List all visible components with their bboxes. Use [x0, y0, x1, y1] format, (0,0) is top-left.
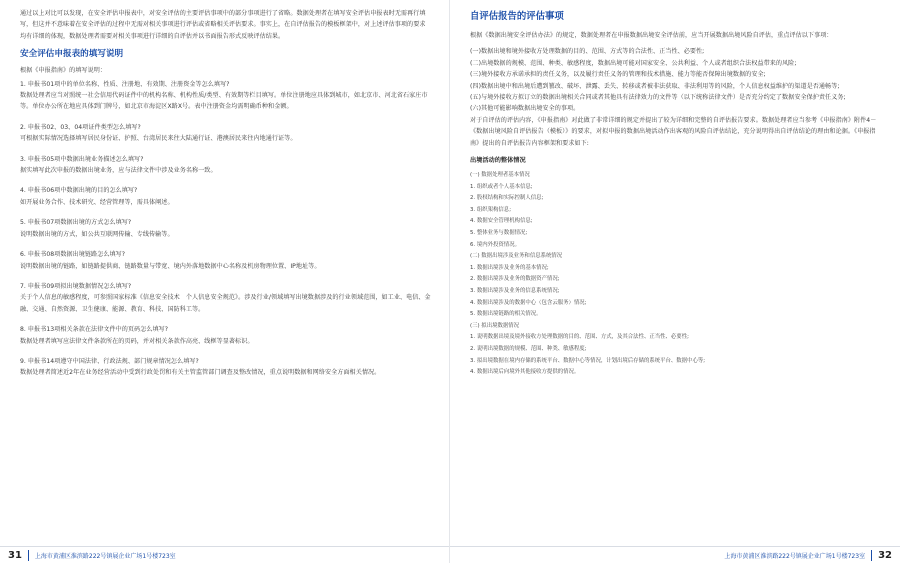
section-point: 4. 数据安全管理机构信息; — [470, 218, 533, 225]
answer: 数据处理者简述近2年在业务经营活动中受到行政处罚和有关主管监管部门调查及整改情况，重点说明数据和网络安全方面相关情况。 — [20, 369, 381, 377]
lead-paragraph: 根据《申报指南》的填写说明： — [20, 67, 107, 75]
section-point: 4. 数据出境后向境外其他接收方提供的情况。 — [470, 369, 580, 376]
footer-address: 上海市黄浦区淮滨路222号镇展企业广场1号楼723室 — [34, 552, 176, 560]
question: 8. 申报书13项相关条款在法律文件中的页码怎么填写? — [20, 326, 169, 334]
page-footer — [450, 546, 900, 563]
answer: 数据处理者应当对照统一社会信用代码证件中的机构名称、机构性质/类型、有效期等栏目填写。单位注册地应具体到城市，如北京市、河北省石家庄市等。单位办公所在地应具体到门牌号，如北京市海淀区X路X号。表中注册资金均需明确币种和金额。 — [20, 92, 428, 111]
evaluation-item: (六)其他可能影响数据出境安全的事项。 — [470, 105, 580, 113]
answer: 数据处理者填写应法律文件条款所在的页码，并对相关条款作高亮、线框等显著标识。 — [20, 337, 254, 345]
section-title: (一) 数据处理者基本情况 — [470, 172, 530, 179]
section-heading: 安全评估申报表的填写说明 — [20, 49, 124, 60]
section-point: 3. 数据出境涉及业务的信息系统情况; — [470, 288, 560, 294]
section-point: 1. 说明数据出境及境外接收方处理数据的目的、范围、方式，及其合法性、正当性、必要性; — [470, 334, 689, 341]
question: 4. 申报书06项中数据出境的目的怎么填写? — [20, 187, 138, 195]
page-number: 32 — [878, 549, 892, 561]
page-footer — [0, 546, 449, 563]
qa-item — [20, 217, 431, 240]
section-point: 6. 境内外投资情况。 — [470, 241, 520, 248]
section-point: 2. 说明出境数据的规模、范围、种类、敏感程度; — [470, 345, 587, 352]
qa-item — [20, 249, 431, 272]
question: 3. 申报书05项中数据出境业务描述怎么填写? — [20, 155, 144, 163]
section-point: 1. 组织或者个人基本信息; — [470, 183, 533, 190]
question: 1. 申报书01项中的单位名称、性质、注册地、有效期、注册资金等怎么填写? — [20, 80, 230, 88]
section-point: 3. 拟出境数据在境内存储的系统平台、数据中心等情况，计划出境后存储的系统平台、数据中心等; — [470, 357, 706, 364]
answer: 据实填写此次申报的数据出境业务，应与法律文件中涉及业务名称一致。 — [20, 167, 217, 175]
qa-item — [20, 281, 431, 315]
question: 2. 申报书02、03、04项证件类型怎么填写? — [20, 123, 141, 131]
footer-address: 上海市黄浦区淮滨路222号镇展企业广场1号楼723室 — [724, 552, 866, 560]
qa-item — [20, 324, 431, 347]
right-page — [450, 0, 900, 563]
evaluation-item: (三)境外接收方承诺承担的责任义务，以及履行责任义务的管理和技术措施、能力等能否保障出境数据的安全; — [470, 71, 766, 79]
intro-paragraph: 通过以上对比可以发现，在安全评估申报表中，对安全评估的主要评估事项中的部分事项进行了省略。数据处理者在填写安全评估申报表时无需再行填写，但这并不意味着在安全评估的过程中无需对相关事项进行评估或省略相关评估要求。事实上，在自评估报告的模板框架中，对上述评估事项的要求均有详细的体现，数据处理者需要对相关事项进行详细的自评估并以书面报告形式反映评估结果。 — [20, 10, 426, 40]
answer: 关于个人信息的敏感程度，可参照国家标准《信息安全技术 个人信息安全规范》。涉及行业/领域填写出境数据涉及的行业领域范围，如工业、电信、金融、交通、自然资源、卫生健康、能源、教育、科技、国防科工等。 — [20, 294, 431, 313]
section-heading: 自评估报告的评估事项 — [470, 11, 564, 22]
section-point: 2. 数据出境涉及业务的数据资产情况; — [470, 276, 560, 283]
section-point: 3. 组织架构信息; — [470, 206, 512, 213]
question: 7. 申报书09项拟出境数据情况怎么填写? — [20, 282, 132, 290]
sub-heading: 出境活动的整体情况 — [470, 157, 526, 165]
qa-item — [20, 154, 431, 177]
section-point: 2. 股权结构和实际控制人信息; — [470, 195, 544, 202]
section-point: 1. 数据出境涉及业务的基本情况; — [470, 264, 549, 271]
evaluation-item: (五)与境外接收方拟订立的数据出境相关合同或者其他具有法律效力的文件等（以下统称法律文件）是否充分约定了数据安全保护责任义务; — [470, 94, 846, 102]
evaluation-item: (四)数据出境中和出境后遭到篡改、破坏、泄露、丢失、转移或者被非法获取、非法利用等的风险，个人信息权益维护的渠道是否通畅等; — [470, 82, 840, 90]
question: 9. 申报书14项遵守中国法律、行政法规、部门规章情况怎么填写? — [20, 357, 199, 365]
answer: 可根据实际情况选择填写居民身份证、护照、台湾居民来往大陆通行证、港澳居民来往内地通行证等。 — [20, 135, 297, 143]
question: 6. 申报书08项数据出境链路怎么填写? — [20, 251, 126, 259]
section-point: 5. 整体业务与数据情况; — [470, 230, 528, 237]
answer: 如开展业务合作、技术研究、经营管理等，需具体阐述。 — [20, 198, 174, 206]
evaluation-item: (二)出境数据的规模、范围、种类、敏感程度，数据出境可能对国家安全、公共利益、个人或者组织合法权益带来的风险; — [470, 59, 797, 67]
section-title: (二) 数据出境涉及业务和信息系统情况 — [470, 253, 563, 260]
footer-divider — [28, 550, 29, 561]
lead-paragraph: 根据《数据出境安全评估办法》的规定，数据处理者在申报数据出境安全评估前，应当开展数据出境风险自评估，重点评估以下事项： — [470, 32, 833, 39]
summary-paragraph: 对于自评估的评估内容，《申报指南》对此做了非常详细的规定并提出了较为详细和完整的自评估报告要求。数据处理者应当参考《申报指南》附件4－《数据出境风险自评估报告（模板）》的要求，对拟申报的数据出境活动作出客观的风险自评估结论，充分说明得出自评估结论的理由和论据。《申报指南》提出的自评估报告内容框架和要求如下: — [470, 116, 877, 147]
qa-item — [20, 79, 431, 113]
section-point: 4. 数据出境涉及的数据中心（包含云服务）情况; — [470, 299, 587, 306]
answer: 说明数据出境的方式，如公共互联网传输、专线传输等。 — [20, 230, 174, 238]
evaluation-item: (一)数据出境和境外接收方处理数据的目的、范围、方式等的合法性、正当性、必要性; — [470, 48, 705, 56]
qa-item — [20, 356, 431, 379]
qa-item — [20, 185, 431, 208]
section-point: 5. 数据出境链路的相关情况。 — [470, 311, 542, 318]
answer: 说明数据出境的链路，如链路提供商、链路数量与带宽、境内外落地数据中心名称及机房物理位置、IP地址等。 — [20, 262, 321, 270]
qa-item — [20, 122, 431, 145]
footer-divider — [871, 550, 872, 561]
page-number: 31 — [8, 549, 22, 561]
question: 5. 申报书07项数据出境的方式怎么填写? — [20, 219, 132, 227]
section-title: (三) 拟出境数据情况 — [470, 322, 520, 329]
